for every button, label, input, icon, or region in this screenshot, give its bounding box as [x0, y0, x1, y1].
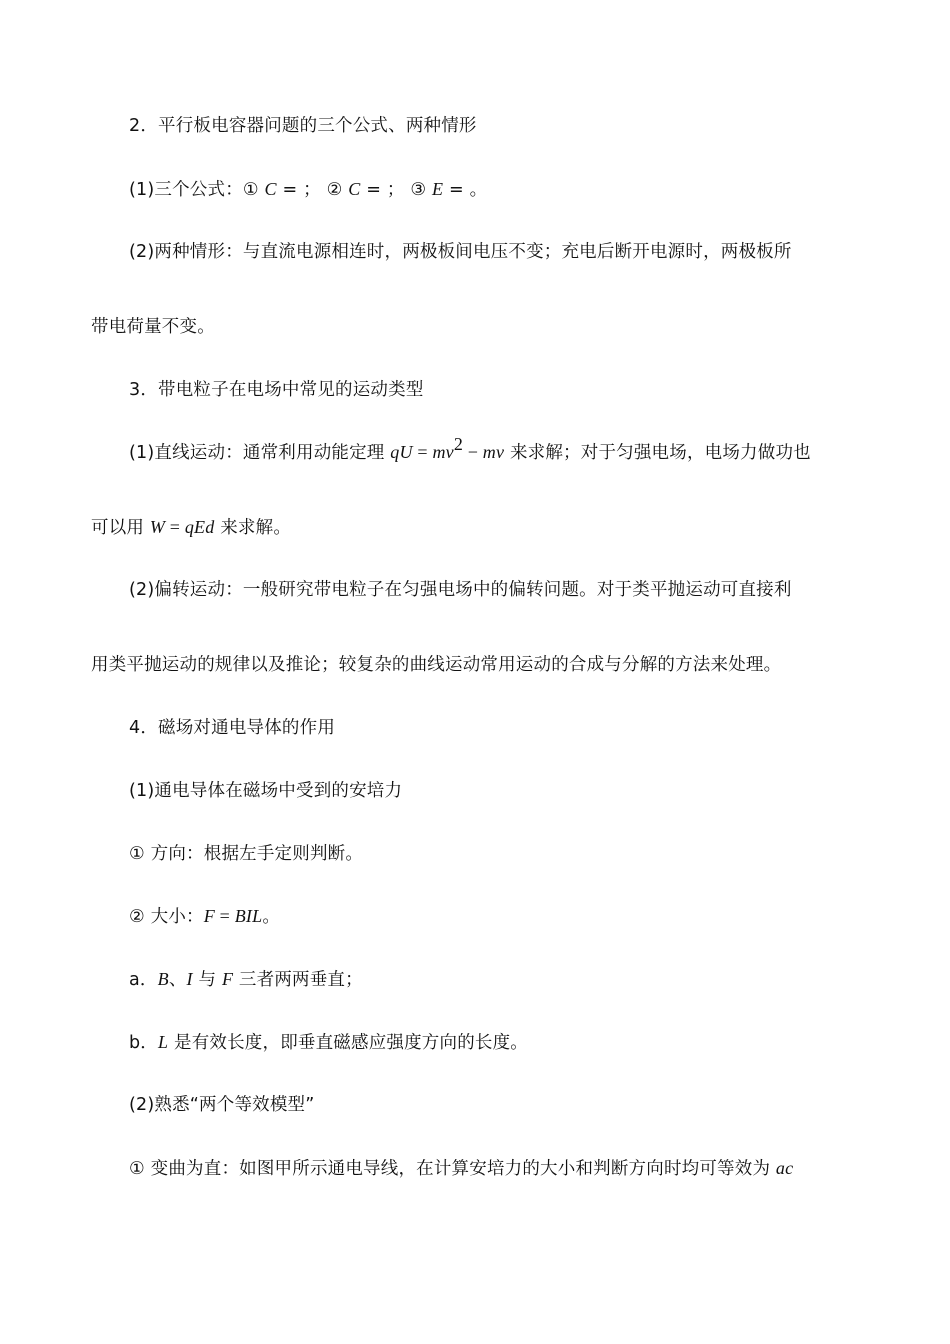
- paragraph-line: 可以用 W = qEd 来求解。: [91, 517, 292, 538]
- paragraph-line: 用类平抛运动的规律以及推论；较复杂的曲线运动常用运动的合成与分解的方法来处理。: [91, 655, 782, 675]
- formula-list-line: (1)三个公式：① C = ； ② C = ； ③ E = 。: [129, 179, 488, 200]
- subheading-line: (2)熟悉“两个等效模型”: [129, 1095, 315, 1115]
- subheading-line: (1)通电导体在磁场中受到的安培力: [129, 781, 403, 801]
- section-heading-2: 2．平行板电容器问题的三个公式、两种情形: [129, 116, 477, 136]
- paragraph-line: (2)两种情形：与直流电源相连时，两极板间电压不变；充电后断开电源时，两极板所: [129, 242, 792, 262]
- list-item: ② 大小：F = BIL。: [129, 906, 281, 927]
- list-item: ① 方向：根据左手定则判断。: [129, 844, 364, 864]
- section-heading-4: 4．磁场对通电导体的作用: [129, 718, 336, 738]
- list-item: a．B、I 与 F 三者两两垂直；: [129, 969, 363, 990]
- section-heading-3: 3．带电粒子在电场中常见的运动类型: [129, 380, 424, 400]
- paragraph-line: 带电荷量不变。: [91, 317, 215, 337]
- list-item: ① 变曲为直：如图甲所示通电导线，在计算安培力的大小和判断方向时均可等效为 ac: [129, 1158, 794, 1179]
- paragraph-line: (2)偏转运动：一般研究带电粒子在匀强电场中的偏转问题。对于类平抛运动可直接利: [129, 580, 792, 600]
- list-item: b．L 是有效长度，即垂直磁感应强度方向的长度。: [129, 1032, 528, 1053]
- paragraph-line: (1)直线运动：通常利用动能定理 qU = $mv^2$ − mv 来求解；对于匀强电场，电场力做功也: [129, 434, 811, 463]
